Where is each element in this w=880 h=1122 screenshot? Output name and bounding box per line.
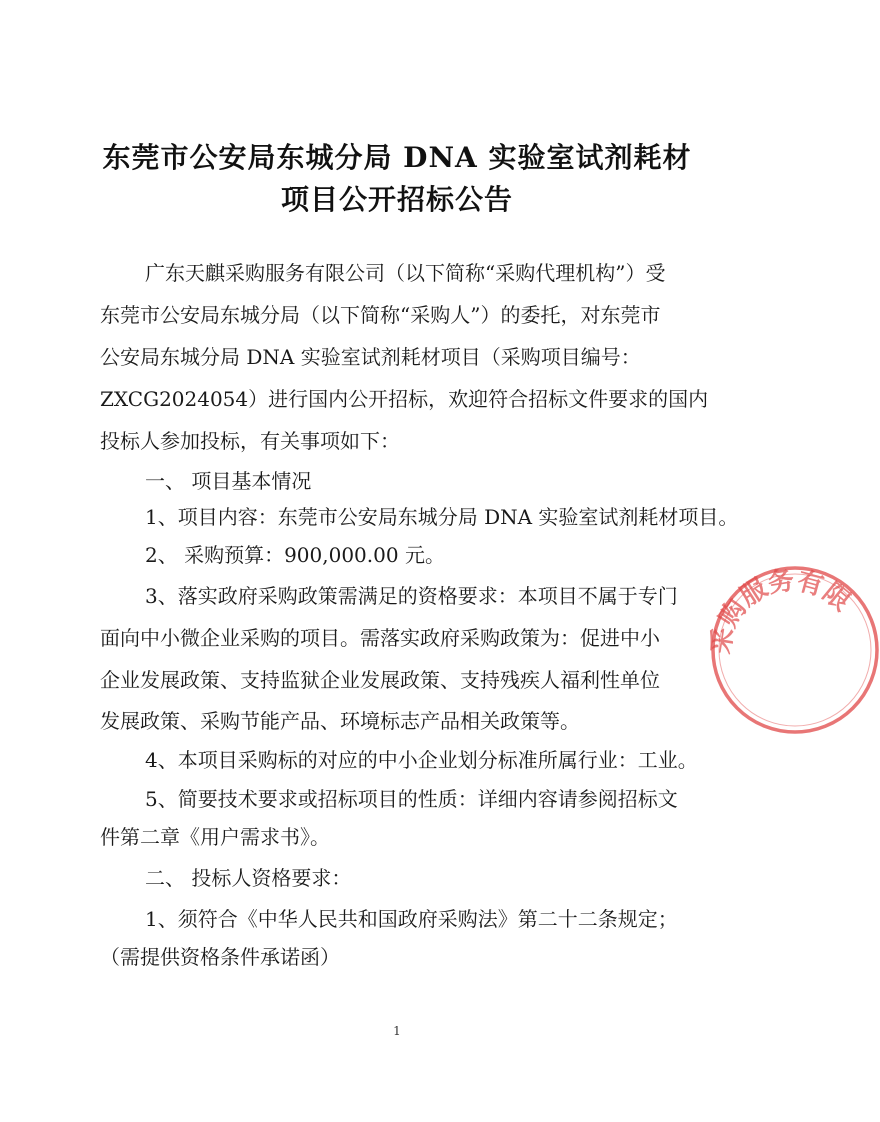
text-line: 发展政策、采购节能产品、环境标志产品相关政策等。 bbox=[100, 709, 580, 733]
section-heading: 一、 项目基本情况 bbox=[145, 469, 312, 493]
text-line: 2、 采购预算：900,000.00 元。 bbox=[145, 543, 445, 567]
title-line-2: 项目公开招标公告 bbox=[280, 183, 513, 216]
text-line: 投标人参加投标，有关事项如下： bbox=[100, 429, 400, 453]
text-line: （需提供资格条件承诺函） bbox=[100, 945, 340, 969]
text-line: 3、落实政府采购政策需满足的资格要求：本项目不属于专门 bbox=[145, 584, 678, 608]
text-line: 东莞市公安局东城分局（以下简称“采购人”）的委托，对东莞市 bbox=[100, 303, 661, 327]
text-line: 1、须符合《中华人民共和国政府采购法》第二十二条规定； bbox=[145, 907, 678, 931]
text-line: 企业发展政策、支持监狱企业发展政策、支持残疾人福利性单位 bbox=[100, 668, 660, 692]
text-line: 5、简要技术要求或招标项目的性质：详细内容请参阅招标文 bbox=[145, 787, 678, 811]
company-seal-stamp bbox=[700, 560, 880, 740]
text-line: 广东天麒采购服务有限公司（以下简称“采购代理机构”）受 bbox=[145, 261, 666, 285]
text-line: ZXCG2024054）进行国内公开招标，欢迎符合招标文件要求的国内 bbox=[100, 387, 709, 411]
text-line: 1、项目内容：东莞市公安局东城分局 DNA 实验室试剂耗材项目。 bbox=[145, 505, 739, 529]
title-line-1: 东莞市公安局东城分局 DNA 实验室试剂耗材 bbox=[102, 141, 692, 174]
text-line: 件第二章《用户需求书》。 bbox=[100, 825, 330, 849]
text-line: 公安局东城分局 DNA 实验室试剂耗材项目（采购项目编号： bbox=[100, 345, 641, 369]
svg-text:采购服务有限: 采购服务有限 bbox=[705, 565, 856, 656]
page-number: 1 bbox=[393, 1024, 401, 1038]
section-heading: 二、 投标人资格要求： bbox=[145, 866, 352, 890]
text-line: 面向中小微企业采购的项目。需落实政府采购政策为：促进中小 bbox=[100, 626, 660, 650]
text-line: 4、本项目采购标的对应的中小企业划分标准所属行业：工业。 bbox=[145, 748, 698, 772]
